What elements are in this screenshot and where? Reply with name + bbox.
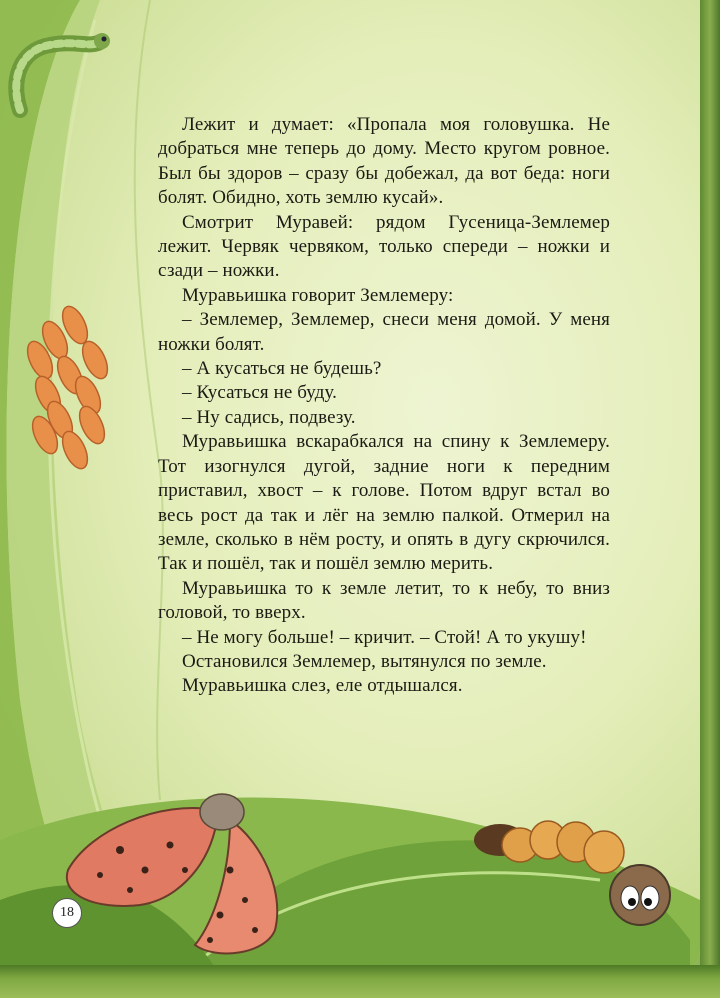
- book-bottom-edge: [0, 965, 720, 998]
- dialogue-line: – А кусаться не будешь?: [182, 358, 382, 380]
- book-right-edge: [700, 0, 720, 998]
- paragraph: Остановился Землемер, вытянулся по земле.: [182, 650, 547, 672]
- story-text: [158, 113, 610, 699]
- dialogue-line: – Землемер, Землемер, снеси меня домой. У меня ножки болят.: [158, 309, 610, 355]
- paragraph: Муравьишка слез, еле отдышался.: [182, 675, 463, 697]
- dialogue-line: – Кусаться не буду.: [182, 382, 338, 404]
- paragraph: Лежит и думает: «Пропала моя головушка. Не добраться мне теперь до дому. Место кругом ровное. Был бы здоров – сразу бы добежал, да вот беда: ноги болят. Обидно, хоть землю кусай».: [158, 114, 610, 209]
- dialogue-line: – Не могу больше! – кричит. – Стой! А то укушу!: [182, 626, 587, 648]
- paragraph: Муравьишка говорит Землемеру:: [182, 284, 454, 306]
- paragraph: Муравьишка то к земле летит, то к небу, то вниз головой, то вверх.: [158, 577, 610, 624]
- page-number: 18: [52, 898, 82, 928]
- paragraph: Муравьишка вскарабкался на спину к Землемеру. Тот изогнулся дугой, задние ноги к передним приставил, хвост – к голове. Потом вдруг встал во весь рост да так и лёг на землю палкой. Отмерил на земле, сколько в нём росту, и опять в дугу скрючился. Так и пошёл, так и пошёл землю мерить.: [158, 431, 610, 575]
- dialogue-line: – Ну садись, подвезу.: [182, 406, 356, 428]
- paragraph: Смотрит Муравей: рядом Гусеница-Землемер лежит. Червяк червяком, только спереди – ножки и сзади – ножки.: [158, 211, 610, 282]
